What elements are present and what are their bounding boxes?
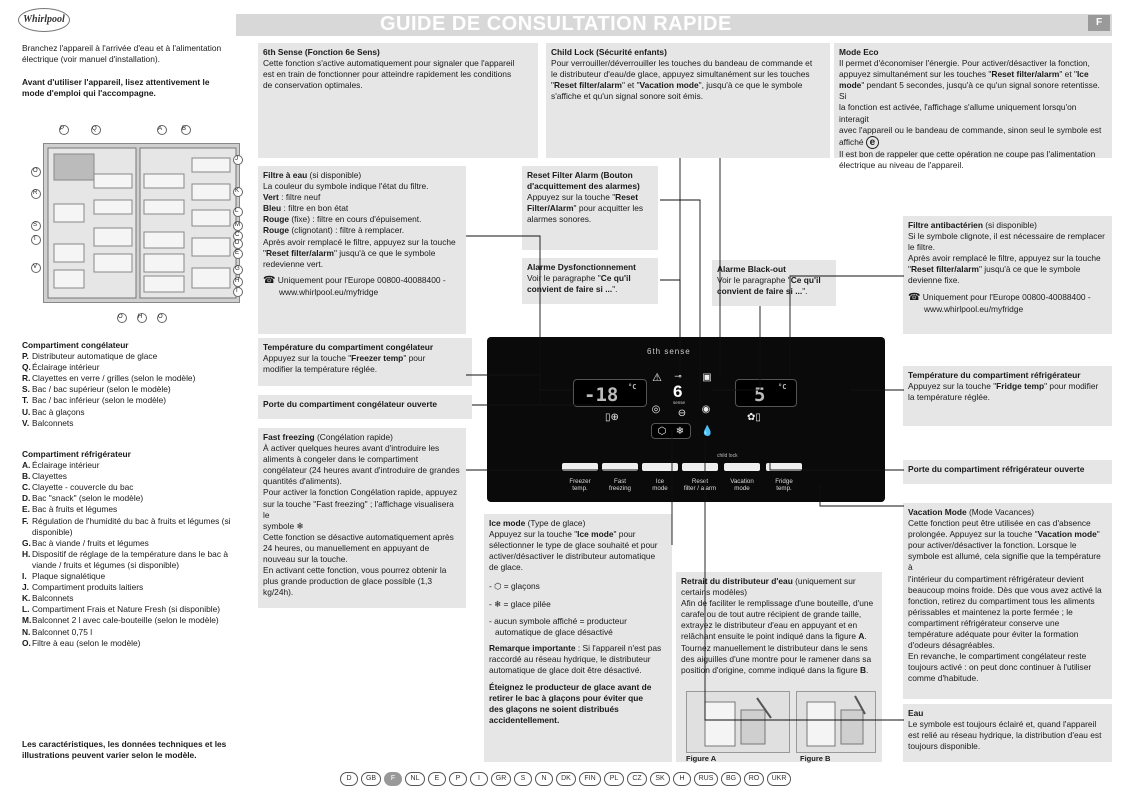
language-item[interactable]: CZ (627, 772, 647, 786)
language-item[interactable]: BG (721, 772, 741, 786)
language-item[interactable]: P (449, 772, 467, 786)
list-item: L. Compartiment Frais et Nature Fresh (si disponible) (22, 604, 221, 615)
list-item: V. Balconnets (22, 417, 74, 428)
fast-freezing-icon: ❄ (296, 520, 304, 531)
child-lock-label: child lock (717, 453, 738, 459)
water-filter-box: Filtre à eau (si disponible) La couleur du symbole indique l'état du filtre. Vert : filtre neuf Bleu : filtre en bon état Rouge (fixe) : filtre en cours d'épuisement. Rouge (clignotant) : filtre à remplacer. Après avoir remplacé le filtre, appuyez sur la touche "Reset filter/alarm" jusqu'à ce que le symbole redevienne vert. ☎ Uniquement pour l'Europe 00800-40088400 - www.whirlpool.eu/myfridge (258, 166, 466, 334)
callout-b: B (182, 126, 187, 132)
sixth-sense-digit: 6 (673, 382, 683, 401)
list-item: E. Bac à fruits et légumes (22, 504, 118, 515)
child-lock-title: Child Lock (Sécurité enfants) (551, 47, 667, 57)
callout-r: R (33, 190, 38, 196)
fridge-list (22, 449, 247, 649)
language-item[interactable]: RO (744, 772, 764, 786)
ice-mode-display (651, 423, 691, 439)
callout-v: V (33, 264, 38, 270)
list-item: H. Dispositif de réglage de la température dans le bac à (22, 548, 228, 559)
fridge-temp-label: Fridge temp. (775, 478, 793, 493)
callout-a: A (158, 126, 163, 132)
blackout-alarm-box: Alarme Black-out Voir le paragraphe "Ce qu'il convient de faire si ...". (712, 260, 836, 306)
language-item[interactable]: I (470, 772, 488, 786)
fridge-temp-button[interactable] (766, 463, 802, 471)
figure-a-label: Figure A (686, 754, 717, 763)
callout-bottom-o2: O (158, 314, 163, 320)
callout-l: L (235, 208, 239, 214)
language-item[interactable]: S (514, 772, 532, 786)
footer-note: Les caractéristiques, les données techniques et les illustrations peuvent varier selon le modèle. (22, 739, 227, 761)
antibacterial-filter-icon: ▣ (702, 372, 712, 383)
list-item: K. Balconnets (22, 593, 74, 604)
list-item: G.Bac à viande / fruits et légumes (22, 537, 149, 548)
freezer-display (573, 379, 647, 407)
language-item[interactable]: N (535, 772, 553, 786)
intro-text: Branchez l'appareil à l'arrivée d'eau et à l'alimentation électrique (voir manuel d'installation). (22, 43, 222, 65)
list-item: viande / fruits et légumes (si disponible) (32, 559, 180, 570)
intro-warning: Avant d'utiliser l'appareil, lisez attentivement le mode d'emploi qui l'accompagne. (22, 77, 210, 99)
phone-icon: ☎ (908, 291, 921, 303)
vacation-mode-label: Vacation mode (730, 478, 754, 493)
malfunction-alarm-box: Alarme Dysfonctionnement Voir le paragraphe "Ce qu'il convient de faire si ...". (522, 258, 658, 304)
language-item[interactable]: FIN (579, 772, 601, 786)
ice-mode-box: Ice mode (Type de glace) Appuyez sur la touche "Ice mode" pour sélectionner le type de glace souhaité et pour activer/désactiver le distributeur automatique de glace. - ⬡ = glaçons - ❄ = glace pilée - aucun symbole affiché = producteur automatique de glace désactivé Remarque importante : Si l'appareil n'est pas raccordé au réseau hydrique, le distributeur automatique de glace doit être désactivé. Éteignez le producteur de glace avant de retirer le bac à glaçons pour éviter que des glaçons ne soient distribués accidentellement. (484, 514, 672, 762)
freezer-temp-label: Freezer temp. (569, 478, 591, 493)
language-item[interactable]: D (340, 772, 358, 786)
callout-o: O (33, 168, 38, 174)
sixth-sense-title: 6th Sense (Fonction 6e Sens) (263, 47, 380, 57)
reset-filter-label: Reset filter / alarm (683, 478, 717, 493)
language-item[interactable]: H (673, 772, 691, 786)
list-item: S. Bac / bac supérieur (selon le modèle) (22, 384, 171, 395)
language-item-active[interactable]: F (384, 772, 402, 786)
list-item: U. Bac à glaçons (22, 406, 85, 417)
language-item[interactable]: UKR (767, 772, 791, 786)
antibacterial-filter-box: Filtre antibactérien (si disponible) Si le symbole clignote, il est nécessaire de remplacer le filtre. Après avoir remplacé le filtre, appuyez sur la touche "Reset filter/alarm" jusqu'à ce que le symbole devienne fixe. ☎ Uniquement pour l'Europe 00800-40088400 - www.whirlpool.eu/myfridge (903, 216, 1112, 334)
language-flag: F (1088, 15, 1110, 31)
callout-c: C (235, 232, 240, 238)
figure-a-illustration (686, 691, 790, 753)
fridge-door-box: Porte du compartiment réfrigérateur ouverte (903, 460, 1112, 484)
callout-e: E (235, 250, 240, 256)
freezer-door-box: Porte du compartiment congélateur ouverte (258, 395, 472, 419)
eco-icon: e (866, 136, 879, 149)
freezer-temp-readout: -18 (584, 384, 619, 406)
vacation-mode-button[interactable] (724, 463, 760, 471)
callout-circles (28, 124, 258, 324)
eco-mode-box: Mode Eco Il permet d'économiser l'énergie. Pour activer/désactiver la fonction, appuyez simultanément sur les touches "Reset filter/alarm" et "Ice mode" pendant 5 secondes, jusqu'à ce qu'un signal sonore retentisse. Si la fonction est activée, l'affichage s'allume uniquement lorsqu'on interagit avec l'appareil ou le bandeau de commande, sinon seul le symbole est affiché e Il est bon de rappeler que cette opération ne coupe pas l'alimentation électrique au niveau de l'appareil. (834, 43, 1112, 158)
list-item: B. Clayettes (22, 471, 67, 482)
water-filter-icon: ◎ (651, 404, 661, 415)
callout-d: D (235, 240, 240, 246)
freezer-temp-box: Température du compartiment congélateur Appuyez sur la touche "Freezer temp" pour modifier la température réglée. (258, 338, 472, 386)
list-item: Q.Éclairage intérieur (22, 362, 100, 373)
language-item[interactable]: GR (491, 772, 511, 786)
language-item[interactable]: E (428, 772, 446, 786)
child-lock-box: Child Lock (Sécurité enfants) Pour verrouiller/déverrouiller les touches du bandeau de commande et le distributeur d'eau/de glace, appuyez simultanément sur les touches "Reset filter/alarm" et "Vacation mode", jusqu'à ce que le symbole s'affiche et qu'un signal sonore soit émis. (546, 43, 830, 158)
child-lock-icon: ⊸ (674, 371, 682, 381)
language-item[interactable]: PL (604, 772, 624, 786)
callout-h: H (235, 278, 240, 284)
list-item: M.Balconnet 2 l avec cale-bouteille (selon le modèle) (22, 615, 219, 626)
diagram-callouts (28, 124, 258, 324)
callout-bottom-o: O (118, 314, 123, 320)
fridge-temp-box: Température du compartiment réfrigérateur Appuyez sur la touche "Fridge temp" pour modifier la température réglée. (903, 366, 1112, 426)
callout-i: I (236, 288, 238, 294)
alarm-icon: ⚠ (652, 372, 662, 384)
freezer-list (22, 340, 247, 429)
eco-mode-title: Mode Eco (839, 47, 879, 57)
callout-q: Q (92, 126, 97, 132)
list-item: T. Bac / bac inférieur (selon le modèle) (22, 395, 167, 406)
fast-freezing-box: Fast freezing (Congélation rapide) À activer quelques heures avant d'introduire les aliments à congeler dans le compartiment congélateur (24 heures avant d'introduire de grandes quantités d'aliments). Pour activer la fonction Congélation rapide, appuyez sur la touche "Fast freezing" ; l'affichage visualisera le symbole ❄ Cette fonction se désactive automatiquement après 24 heures, ou manuellement en appuyant de nouveau sur la touche. En activant cette fonction, vous pourrez obtenir la plus grande production de glace possible (1,3 kg/24h). (258, 428, 466, 608)
fridge-unit: °C (778, 383, 787, 391)
crushed-ice-icon: ❄ (675, 426, 685, 437)
language-item[interactable]: NL (405, 772, 425, 786)
water-box: Eau Le symbole est toujours éclairé et, quand l'appareil est relié au réseau hydrique, la distribution d'eau est toujours disponible. (903, 704, 1112, 762)
freezer-temp-button[interactable] (562, 463, 598, 471)
callout-p: P (60, 126, 65, 132)
fridge-display (735, 379, 797, 407)
language-item[interactable]: RUS (694, 772, 718, 786)
freezer-list-title: Compartiment congélateur (22, 340, 129, 350)
phone-icon: ☎ (263, 274, 276, 286)
language-item[interactable]: DK (556, 772, 576, 786)
water-drop-icon: 💧 (701, 426, 714, 437)
fast-freezing-button[interactable] (602, 463, 638, 471)
reset-filter-alarm-button[interactable] (682, 463, 718, 471)
callout-s: S (33, 222, 38, 228)
callout-m: M (235, 222, 240, 228)
callout-k: K (235, 188, 240, 194)
fridge-list-title: Compartiment réfrigérateur (22, 449, 131, 459)
sixth-sense-label: 6th sense (647, 347, 691, 356)
list-item: F. Régulation de l'humidité du bac à fruits et légumes (si (22, 515, 231, 526)
list-item: R. Clayettes en verre / grilles (selon le modèle) (22, 373, 196, 384)
ice-mode-button[interactable] (642, 463, 678, 471)
figure-b-illustration (796, 691, 876, 753)
list-item: A. Éclairage intérieur (22, 460, 100, 471)
list-item: disponible) (32, 526, 73, 537)
fridge-door-icon: ✿▯ (747, 412, 761, 423)
callout-t: T (33, 236, 37, 242)
control-panel (487, 337, 885, 502)
callout-bottom-h: H (138, 314, 143, 320)
whirlpool-logo: Whirlpool (18, 8, 70, 32)
list-item: O.Filtre à eau (selon le modèle) (22, 637, 141, 648)
list-item: I. Plaque signalétique (22, 571, 106, 582)
freezer-door-icon: ▯⊕ (605, 412, 619, 423)
page-title: GUIDE DE CONSULTATION RAPIDE (380, 13, 732, 35)
vacation-mode-box: Vacation Mode (Mode Vacances) Cette fonction peut être utilisée en cas d'absence prolongée. Appuyez sur la touche "Vacation mode" pour activer/désactiver la fonction. Lorsque le symbole est allumé, cela signifie que la température à l'intérieur du compartiment réfrigérateur devient beaucoup moins froide. Dès que vous avez activé la fonction, retirez du compartiment tous les aliments périssables et maintenez la porte fermée ; le compartiment réfrigérateur conserve une température adéquate pour éviter la formation d'odeurs désagréables. En revanche, le compartiment congélateur reste toujours activé : on peut donc continuer à l'utiliser comme d'habitude. (903, 503, 1112, 699)
blackout-icon: ◉ (701, 404, 711, 415)
freezer-unit: °C (628, 383, 637, 391)
fast-freezing-label: Fast freezing (608, 478, 631, 493)
list-item: N. Balconnet 0,75 l (22, 626, 93, 637)
figure-b-label: Figure B (800, 754, 831, 763)
callout-g: G (235, 266, 240, 272)
language-item[interactable]: SK (650, 772, 670, 786)
list-item: D. Bac "snack" (selon le modèle) (22, 493, 144, 504)
callout-j: J (235, 156, 238, 162)
sixth-sense-box: 6th Sense (Fonction 6e Sens) Cette fonction s'active automatiquement pour signaler que l'appareil est en train de fonctionner pour atteindre rapidement les conditions de conservation optimales. (258, 43, 538, 158)
water-dispenser-removal-box: Retrait du distributeur d'eau (uniquement sur certains modèles) Afin de faciliter le remplissage d'une bouteille, d'une carafe ou de tout autre récipient de grande taille, extrayez le distributeur d'eau en appuyant et en relâchant ensuite le point indiqué dans la figure A. Tournez manuellement le distributeur dans le sens des aiguilles d'une montre pour le ramener dans sa position d'origine, comme indiqué dans la figure B. (676, 572, 882, 762)
list-item: C. Clayette - couvercle du bac (22, 482, 134, 493)
list-item: J. Compartiment produits laitiers (22, 582, 144, 593)
eco-mode-icon: ⊖ (677, 408, 687, 419)
list-item: P. Distributeur automatique de glace (22, 351, 158, 362)
reset-alarm-box: Reset Filter Alarm (Bouton d'acquittement des alarmes) Appuyez sur la touche "Reset Filter/Alarm" pour acquitter les alarmes sonores. (522, 166, 658, 250)
ice-mode-label: Ice mode (652, 478, 668, 493)
ice-cube-icon: ⬡ (657, 426, 667, 437)
sixth-sense-sub: sense (673, 400, 686, 405)
fridge-temp-readout: 5 (754, 384, 766, 406)
language-item[interactable]: GB (361, 772, 381, 786)
